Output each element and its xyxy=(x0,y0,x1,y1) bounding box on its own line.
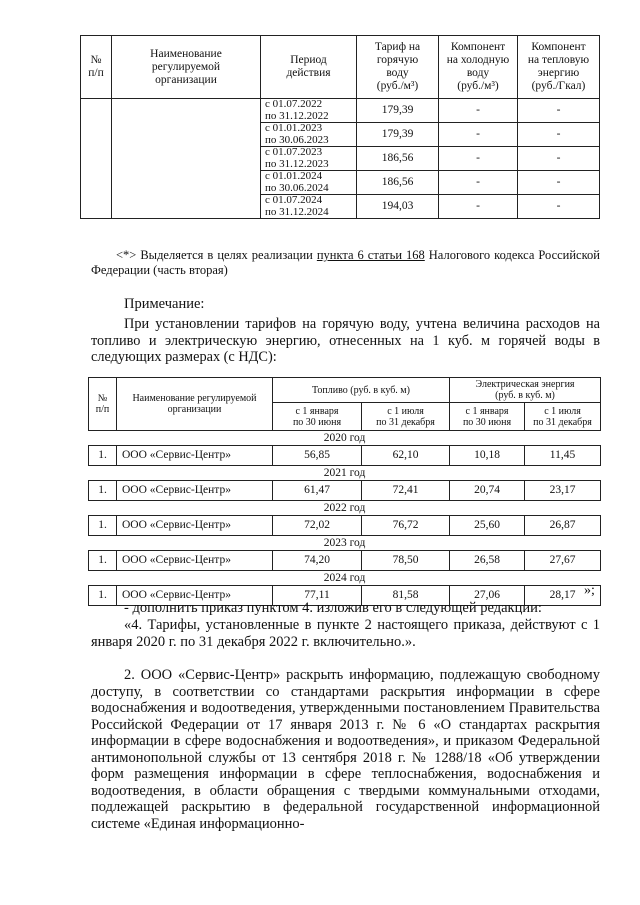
table-row xyxy=(89,551,601,571)
tariff-cell: 179,39 xyxy=(357,123,439,147)
fuel-h1-cell: 74,20 xyxy=(273,551,362,571)
period-cell: с 01.07.2023 по 31.12.2023 xyxy=(261,147,357,171)
header-heat: Компонент на тепловую энергию (руб./Гкал) xyxy=(518,36,600,99)
elec-h2-cell: 26,87 xyxy=(525,516,601,536)
tariff-cell: 179,39 xyxy=(357,99,439,123)
table-header-row xyxy=(89,378,601,403)
header-num: № п/п xyxy=(81,36,112,99)
table-header-row xyxy=(81,36,600,99)
heat-cell: - xyxy=(518,99,600,123)
heat-cell: - xyxy=(518,171,600,195)
period-cell: с 01.07.2024 по 31.12.2024 xyxy=(261,195,357,219)
header-elec-h1: с 1 января по 30 июня xyxy=(450,403,525,431)
cold-cell: - xyxy=(439,147,518,171)
elec-h1-cell: 27,06 xyxy=(450,586,525,606)
num-cell: 1. xyxy=(89,551,117,571)
fuel-h1-cell: 72,02 xyxy=(273,516,362,536)
fuel-h2-cell: 78,50 xyxy=(362,551,450,571)
tariff-table xyxy=(80,35,600,219)
fuel-h2-cell: 81,58 xyxy=(362,586,450,606)
year-row xyxy=(89,501,601,516)
header-num: № п/п xyxy=(89,378,117,431)
org-cell: ООО «Сервис-Центр» xyxy=(117,551,273,571)
heat-cell: - xyxy=(518,123,600,147)
fuel-h1-cell: 61,47 xyxy=(273,481,362,501)
num-cell: 1. xyxy=(89,586,117,606)
header-fuel: Топливо (руб. в куб. м) xyxy=(273,378,450,403)
header-fuel-h2: с 1 июля по 31 декабря xyxy=(362,403,450,431)
cold-cell: - xyxy=(439,171,518,195)
heat-cell: - xyxy=(518,195,600,219)
year-row xyxy=(89,431,601,446)
year-row xyxy=(89,571,601,586)
elec-h2-cell: 23,17 xyxy=(525,481,601,501)
footnote-suffix: Налогового кодекса Российской Федерации (часть вторая) xyxy=(91,248,600,277)
header-electricity: Электрическая энергия (руб. в куб. м) xyxy=(450,378,601,403)
elec-h1-cell: 26,58 xyxy=(450,551,525,571)
header-cold: Компонент на холодную воду (руб./м³) xyxy=(439,36,518,99)
note-title: Примечание: xyxy=(124,296,205,312)
period-cell: с 01.01.2023 по 30.06.2023 xyxy=(261,123,357,147)
footnote-prefix: <*> Выделяется в целях реализации xyxy=(116,248,317,262)
elec-h1-cell: 10,18 xyxy=(450,446,525,466)
heat-cell: - xyxy=(518,147,600,171)
num-cell: 1. xyxy=(89,481,117,501)
org-cell: ООО «Сервис-Центр» xyxy=(117,586,273,606)
header-org: Наименование регулируемой организации xyxy=(117,378,273,431)
elec-h1-cell: 20,74 xyxy=(450,481,525,501)
fuel-h2-cell: 62,10 xyxy=(362,446,450,466)
cold-cell: - xyxy=(439,195,518,219)
table-row xyxy=(89,516,601,536)
year-label: 2021 год xyxy=(89,466,601,481)
header-period: Период действия xyxy=(261,36,357,99)
year-label: 2024 год xyxy=(89,571,601,586)
num-cell: 1. xyxy=(89,516,117,536)
fuel-h1-cell: 77,11 xyxy=(273,586,362,606)
tariff-cell: 186,56 xyxy=(357,147,439,171)
year-row xyxy=(89,536,601,551)
cold-cell: - xyxy=(439,123,518,147)
closing-quote: »; xyxy=(584,583,595,598)
fuel-h2-cell: 72,41 xyxy=(362,481,450,501)
year-row xyxy=(89,466,601,481)
amend-line: - дополнить приказ пунктом 4. изложив его в следующей редакции: xyxy=(124,600,542,616)
footnote-link[interactable]: пункта 6 статьи 168 xyxy=(316,248,425,262)
fuel-h2-cell: 76,72 xyxy=(362,516,450,536)
org-cell: ООО «Сервис-Центр» xyxy=(117,516,273,536)
elec-h2-cell: 27,67 xyxy=(525,551,601,571)
period-cell: с 01.01.2024 по 30.06.2024 xyxy=(261,171,357,195)
note-text: При установлении тарифов на горячую воду, учтена величина расходов на топливо и электрическую энергию, отнесенных на 1 куб. м горячей воды в следующих размерах (с НДС): xyxy=(91,316,600,365)
table-row xyxy=(89,446,601,466)
tariff-cell: 186,56 xyxy=(357,171,439,195)
org-cell: ООО «Сервис-Центр» xyxy=(117,481,273,501)
year-label: 2023 год xyxy=(89,536,601,551)
year-label: 2022 год xyxy=(89,501,601,516)
num-cell: 1. xyxy=(89,446,117,466)
item-4-text: «4. Тарифы, установленные в пункте 2 настоящего приказа, действуют с 1 января 2020 г. по 31 декабря 2022 г. включительно.». xyxy=(91,617,600,650)
elec-h2-cell: 11,45 xyxy=(525,446,601,466)
elec-h1-cell: 25,60 xyxy=(450,516,525,536)
header-org: Наименование регулируемой организации xyxy=(112,36,261,99)
period-cell: с 01.07.2022 по 31.12.2022 xyxy=(261,99,357,123)
footnote xyxy=(91,248,600,278)
elec-h2-cell: 28,17 xyxy=(525,586,601,606)
header-tariff: Тариф на горячую воду (руб./м³) xyxy=(357,36,439,99)
header-elec-h2: с 1 июля по 31 декабря xyxy=(525,403,601,431)
tariff-cell: 194,03 xyxy=(357,195,439,219)
year-label: 2020 год xyxy=(89,431,601,446)
table-row xyxy=(89,481,601,501)
table-row xyxy=(81,99,600,123)
org-cell: ООО «Сервис-Центр» xyxy=(117,446,273,466)
item-2-text: 2. ООО «Сервис-Центр» раскрыть информацию, подлежащую свободному доступу, в соответствии со стандартами раскрытия информации в сфере водоснабжения и водоотведения, утвержденными постановлением Правительства Российской Федерации от 17 января 2013 г. № 6 «О стандартах раскрытия информации в сфере водоснабжения и водоотведения», и приказом Федеральной антимонопольной службы от 13 сентября 2018 г. № 1288/18 «Об утверждении форм размещения информации в сфере теплоснабжения, водоснабжения и водоотведения, в области обращения с твердыми коммунальными отходами, подлежащей раскрытию в федеральной государственной информационной системе «Единая информационно- xyxy=(91,667,600,832)
expense-table xyxy=(88,377,601,606)
num-cell xyxy=(81,99,112,219)
cold-cell: - xyxy=(439,99,518,123)
org-cell xyxy=(112,99,261,219)
header-fuel-h1: с 1 января по 30 июня xyxy=(273,403,362,431)
fuel-h1-cell: 56,85 xyxy=(273,446,362,466)
